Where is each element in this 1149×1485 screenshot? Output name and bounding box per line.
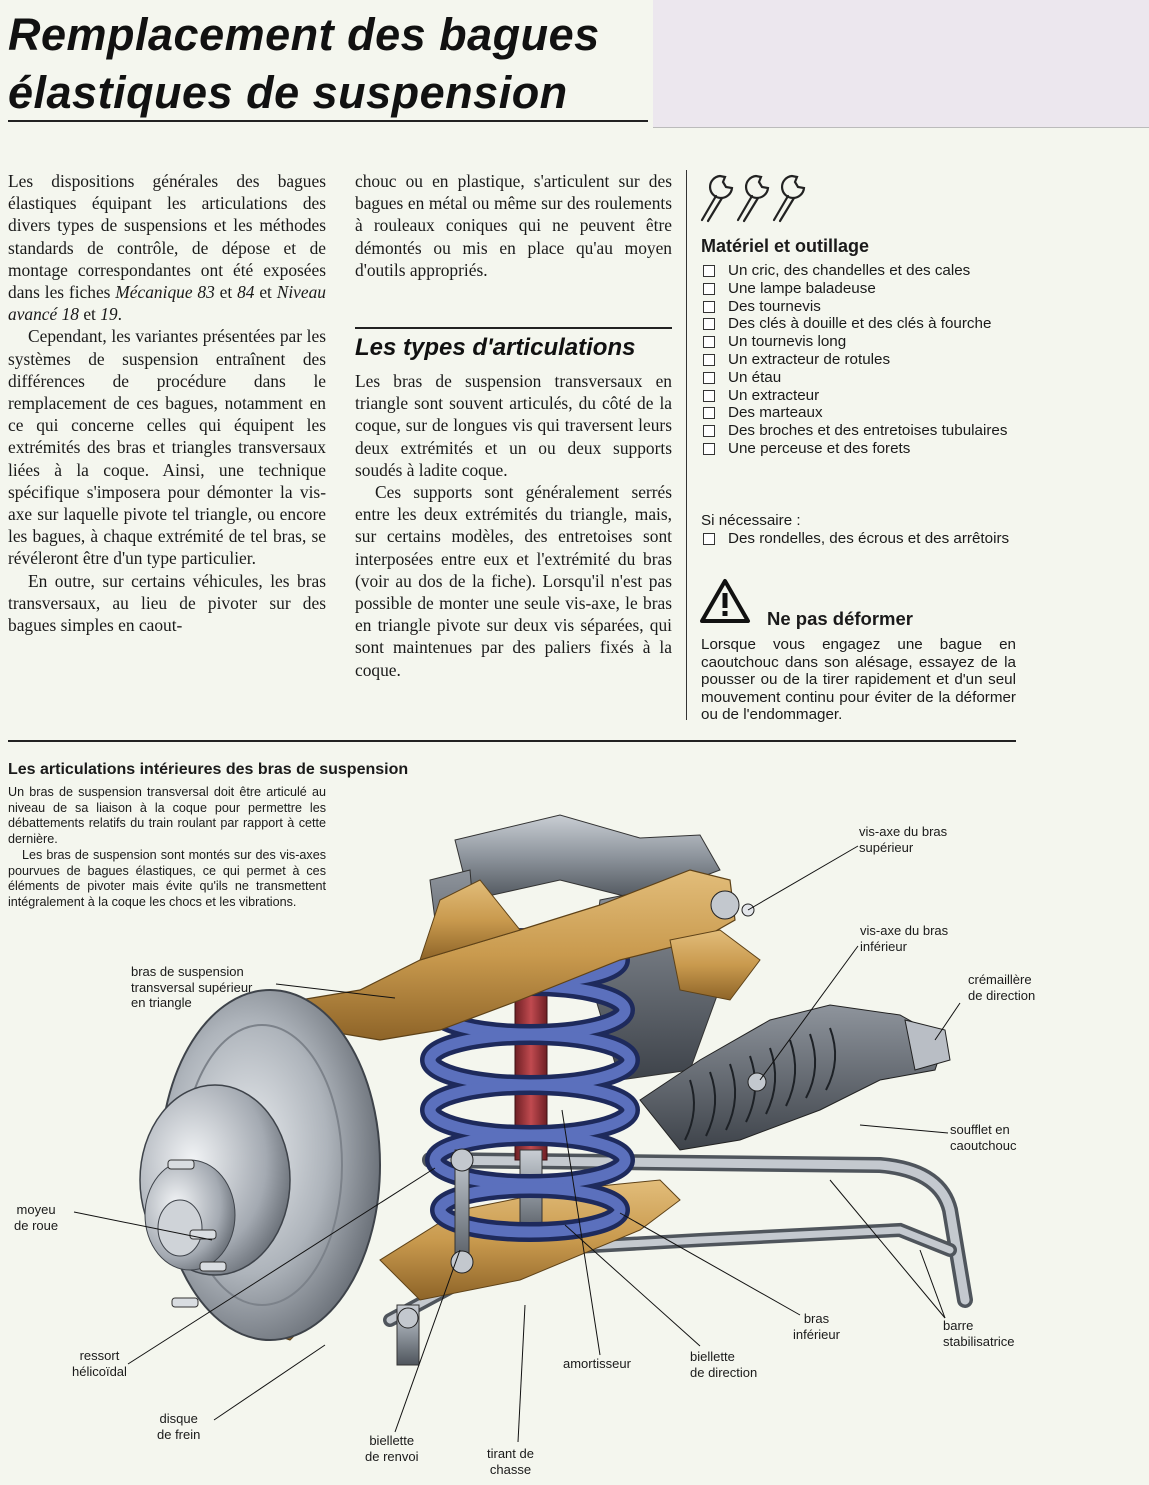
section-heading-types: Les types d'articulations — [355, 334, 636, 361]
label-tirant-chasse — [487, 1446, 534, 1477]
warning-heading: Ne pas déformer — [767, 608, 913, 629]
checkbox-icon — [703, 336, 715, 348]
caption-paragraph-2: Les bras de suspension sont montés sur des vis-axes pourvues de bagues élastiques, ce qui permet à ces éléments de pivoter mais évite qu'ils ne transmettent intégralement à la coque les chocs et les vibrations. — [8, 847, 326, 909]
label-line: vis-axe du bras — [860, 923, 949, 938]
tool-item — [701, 351, 1016, 369]
checkbox-icon — [703, 318, 715, 330]
ref-84: 84 — [237, 282, 255, 303]
text-run: et — [254, 282, 277, 303]
label-line: tirant de — [487, 1446, 534, 1461]
list-item-text: Des broches et des entretoises tubulaires — [728, 422, 1008, 440]
list-item-text: Un tournevis long — [728, 333, 847, 351]
title-rule — [8, 120, 648, 122]
label-moyeu-roue — [14, 1202, 58, 1233]
label-line: caoutchouc — [950, 1137, 1017, 1153]
label-line: biellette — [690, 1349, 735, 1364]
checkbox-icon — [703, 265, 715, 277]
label-vis-axe-bras-superieur — [859, 824, 947, 855]
paragraph-en-outre: En outre, sur certains véhicules, les bras transversaux, au lieu de pivoter sur des bagues simples en caout- — [8, 570, 326, 636]
paragraph-supports: Ces supports sont généralement serrés entre les deux extrémités du triangle, mais, sur certains modèles, des entretoises sont interposées entre eux et l'extrémité du bras (voir au dos de la fiche). Lorsqu'il n'est pas possible de monter une seule vis-axe, le bras en triangle pivote sur deux vis séparées, qui sont maintenues par des paliers fixés à la coque. — [355, 482, 672, 680]
label-line: stabilisatrice — [943, 1333, 1015, 1349]
checkbox-icon — [703, 443, 715, 455]
optional-tools-list — [701, 530, 1016, 548]
label-barre-stabilisatrice — [943, 1318, 1015, 1349]
body-column-2 — [355, 170, 672, 281]
paragraph-variantes: Cependant, les variantes présentées par les systèmes de suspension entraînent des différences de procédure dans le remplacement de ces bagues, notamment en ce qui concerne celles qui équipent les extrémités des bras et triangles transversaux liées à la coque. Ainsi, une technique spécifique s'imposera pour démonter la vis-axe sur laquelle pivote tel triangle, ou encore les bagues, à chaque extrémité de tel bras, se révéleront être d'un type particulier. — [8, 326, 326, 569]
label-bras-inferieur — [793, 1311, 840, 1342]
caster-rod-end — [397, 1305, 419, 1365]
checkbox-icon — [703, 425, 715, 437]
label-line: moyeu — [16, 1202, 56, 1217]
tool-item — [701, 280, 1016, 298]
ref-mecanique-83: Mécanique 83 — [115, 282, 215, 303]
label-ressort-helicoidal — [72, 1348, 127, 1379]
tools-list — [701, 262, 1016, 458]
tool-item — [701, 387, 1016, 405]
text-run: Les dispositions générales des bagues élastiques équipant les articulations des divers types de suspensions et les méthodes standards de contrôle, de dépose et de montage correspondantes ont été exposées dans les fiches — [8, 171, 326, 303]
warning-text: Lorsque vous engagez une bague en caoutchouc dans son alésage, essayez de la pousser ou de la tirer rapidement et d'un seul mouvement continu pour éviter de la déformer ou de l'endommager. — [701, 636, 1016, 723]
list-item-text: Des clés à douille et des clés à fourche — [728, 315, 992, 333]
column-divider — [686, 170, 687, 720]
paragraph-continuation: chouc ou en plastique, s'articulent sur des bagues en métal ou même sur des roulements à rouleaux coniques qui ne peuvent être démontés ou mis en place qu'au moyen d'outils appropriés. — [355, 171, 672, 280]
caption-paragraph-1: Un bras de suspension transversal doit être articulé au niveau de sa liaison à la coque pour permettre les débattements relatifs du train roulant par rapport à cette dernière. — [8, 785, 326, 847]
label-line: soufflet en — [950, 1122, 1010, 1137]
list-item-text: Des tournevis — [728, 297, 821, 315]
list-item-text: Un extracteur de rotules — [728, 350, 891, 368]
label-bras-superieur — [131, 964, 252, 1011]
body-column-2-section — [355, 370, 672, 681]
list-item-text: Une lampe baladeuse — [728, 279, 876, 297]
label-vis-axe-bras-inferieur — [860, 923, 948, 954]
label-line: barre — [943, 1318, 974, 1333]
tool-item — [701, 333, 1016, 351]
tool-item — [701, 298, 1016, 316]
section-rule — [355, 327, 672, 329]
figure-title: Les articulations intérieures des bras de suspension — [8, 761, 409, 778]
label-line: amortisseur — [563, 1356, 631, 1371]
label-line: crémaillère — [968, 972, 1032, 987]
label-line: ressort — [79, 1348, 120, 1363]
checkbox-icon — [703, 283, 715, 295]
warning-triangle-icon — [699, 578, 751, 624]
paragraph-bras-transversaux: Les bras de suspension transversaux en triangle sont souvent articulés, du côté de la coque, sur de longues vis qui traversent leurs deux extrémités et un ou deux supports soudés à ladite coque. — [355, 371, 672, 480]
text-run: et — [78, 304, 101, 325]
label-cremaillere-direction — [968, 972, 1035, 1003]
corner-patch — [653, 0, 1149, 127]
tool-item — [701, 404, 1016, 422]
label-line: de direction — [968, 987, 1036, 1003]
list-item-text: Une perceuse et des forets — [728, 439, 911, 457]
checkbox-icon — [703, 407, 715, 419]
text-run: et — [214, 282, 238, 303]
tool-item — [701, 422, 1016, 440]
list-item-text: Un cric, des chandelles et des cales — [728, 262, 971, 279]
optional-tool-item — [701, 530, 1016, 548]
optional-label: Si nécessaire : — [701, 512, 801, 529]
tool-item — [701, 262, 1016, 280]
ref-19: 19 — [100, 304, 118, 325]
label-soufflet-caoutchouc — [950, 1122, 1017, 1153]
page-title — [8, 6, 648, 122]
label-line: bras — [803, 1311, 830, 1326]
label-line: en triangle — [131, 995, 192, 1010]
label-line: supérieur — [859, 839, 914, 855]
label-line: chasse — [489, 1461, 532, 1477]
checkbox-icon — [703, 354, 715, 366]
tools-heading: Matériel et outillage — [701, 236, 870, 256]
page-title-line-1: Remplacement des bagues — [8, 9, 600, 60]
label-line: de direction — [690, 1364, 758, 1380]
label-line: inférieur — [860, 938, 907, 954]
label-line: de frein — [157, 1426, 201, 1442]
label-line: de roue — [14, 1217, 59, 1233]
wrenches-icon — [698, 170, 818, 224]
checkbox-icon — [703, 533, 715, 545]
list-item-text: Des marteaux — [728, 404, 823, 422]
label-line: disque — [159, 1411, 198, 1426]
paragraph-intro — [8, 170, 326, 325]
checkbox-icon — [703, 390, 715, 402]
tool-item — [701, 315, 1016, 333]
label-biellette-renvoi — [365, 1433, 418, 1464]
label-disque-frein — [157, 1411, 200, 1442]
list-item-text: Un extracteur — [728, 386, 820, 404]
body-column-1 — [8, 170, 326, 636]
label-biellette-direction — [690, 1349, 757, 1380]
label-line: de renvoi — [365, 1448, 419, 1464]
label-line: hélicoïdal — [72, 1363, 127, 1379]
corner-patch-edge — [653, 127, 1149, 128]
label-line: transversal supérieur — [131, 979, 253, 995]
figure-caption — [8, 785, 326, 911]
label-line: inférieur — [793, 1326, 840, 1342]
checkbox-icon — [703, 372, 715, 384]
page-title-line-2: élastiques de suspension — [8, 67, 568, 118]
label-line: vis-axe du bras — [859, 824, 948, 839]
label-amortisseur — [563, 1356, 631, 1372]
list-item-text: Un étau — [728, 368, 782, 386]
text-run: . — [117, 304, 122, 325]
tool-item — [701, 440, 1016, 458]
label-line: bras de suspension — [131, 964, 244, 979]
tool-item — [701, 369, 1016, 387]
ref-niveau-avance-18: Niveau avancé 18 — [8, 282, 326, 325]
checkbox-icon — [703, 301, 715, 313]
list-item-text: Des rondelles, des écrous et des arrêtoirs — [728, 530, 1010, 547]
label-line: biellette — [369, 1433, 415, 1448]
